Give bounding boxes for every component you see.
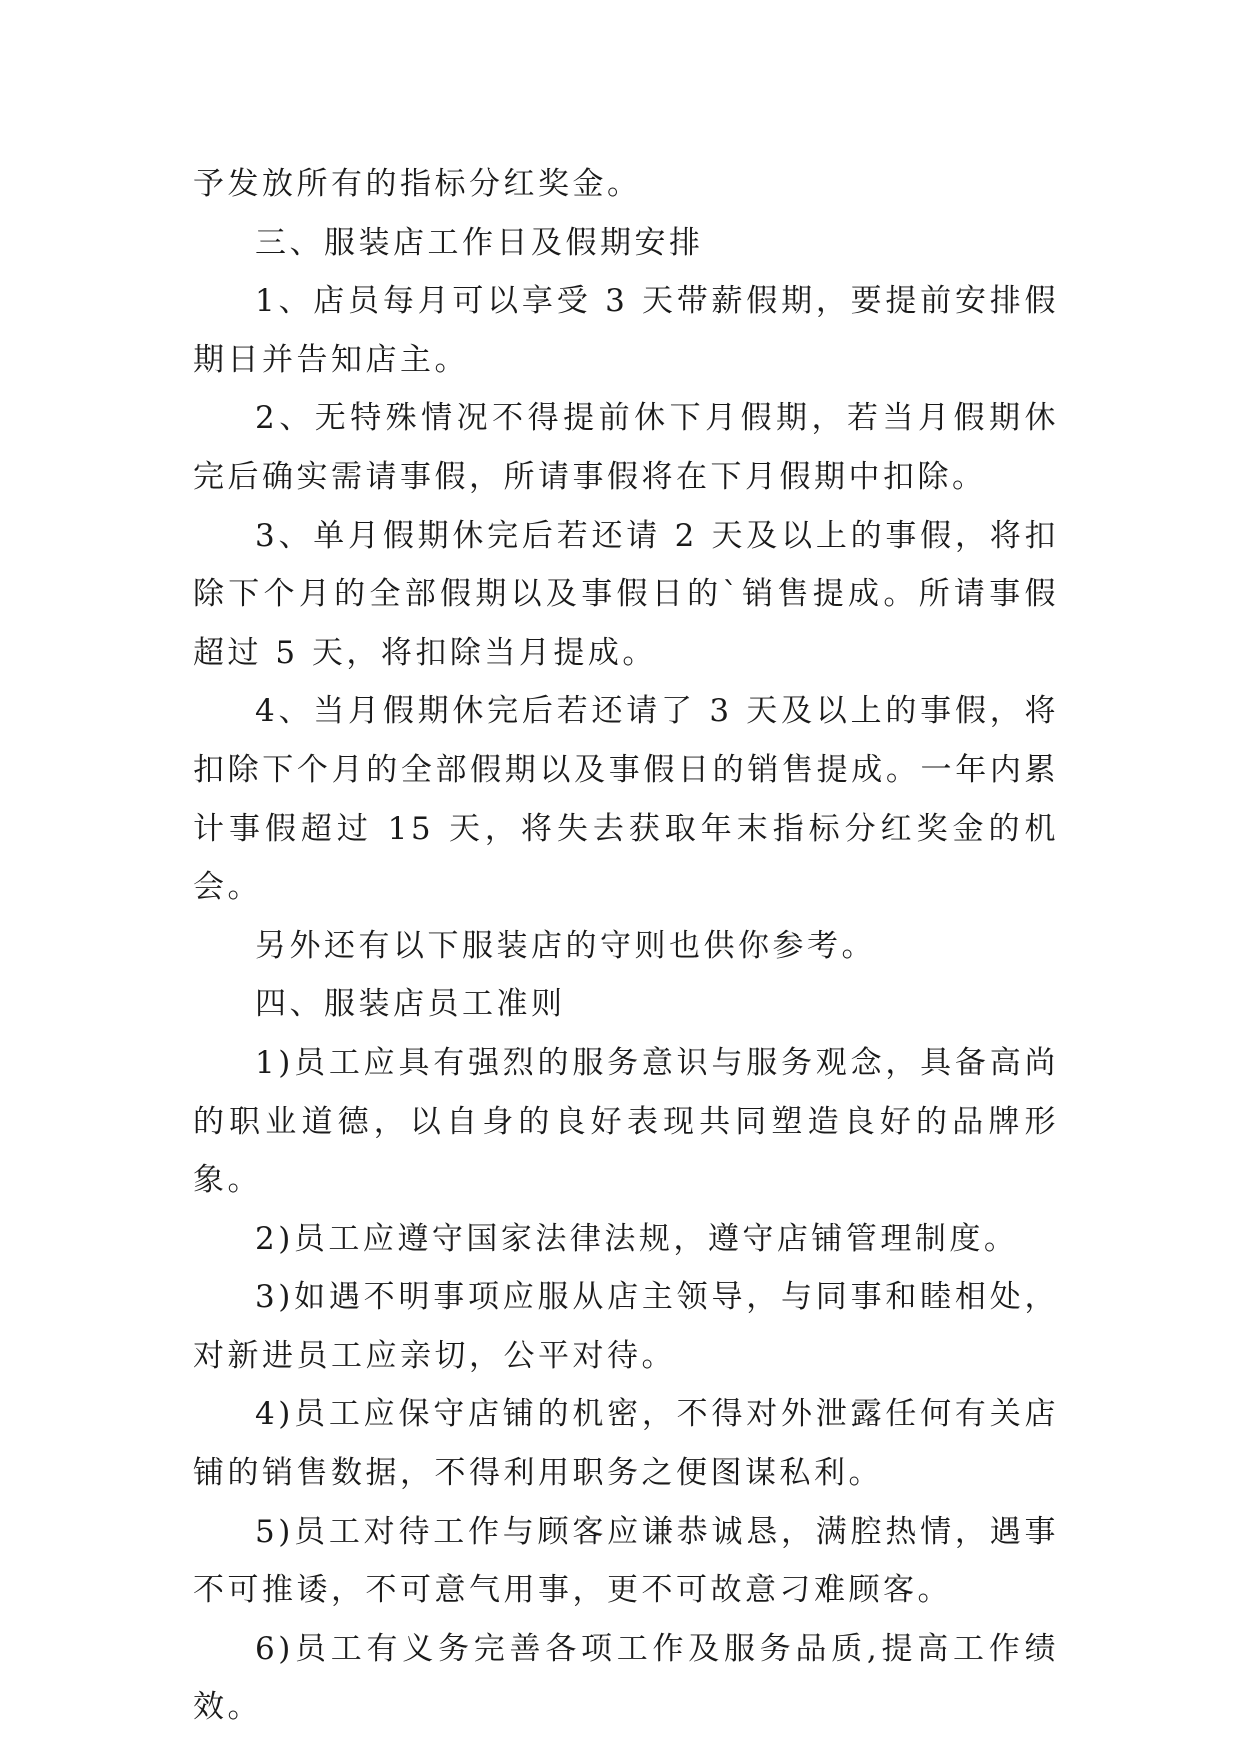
paragraph-conduct-6: 6)员工有义务完善各项工作及服务品质,提高工作绩效。 [193, 1630, 1059, 1726]
document-body [193, 155, 1059, 1737]
paragraph-reference-note: 另外还有以下服装店的守则也供你参考。 [255, 927, 876, 964]
section-heading-conduct: 四、服装店员工准则 [255, 986, 566, 1023]
paragraph-conduct-2: 2)员工应遵守国家法律法规，遵守店铺管理制度。 [255, 1220, 1019, 1257]
paragraph-conduct-3: 3)如遇不明事项应服从店主领导，与同事和睦相处，对新进员工应亲切，公平对待。 [193, 1279, 1059, 1374]
section-heading-holiday: 三、服装店工作日及假期安排 [255, 224, 704, 261]
paragraph-conduct-1: 1)员工应具有强烈的服务意识与服务观念，具备高尚的职业道德，以自身的良好表现共同塑造良好的品牌形象。 [193, 1044, 1059, 1199]
paragraph-rule-2: 2、无特殊情况不得提前休下月假期，若当月假期休完后确实需请事假，所请事假将在下月假期中扣除。 [193, 400, 1059, 495]
paragraph-rule-3: 3、单月假期休完后若还请 2 天及以上的事假，将扣除下个月的全部假期以及事假日的`销售提成。所请事假超过 5 天，将扣除当月提成。 [193, 517, 1059, 671]
paragraph-conduct-4: 4)员工应保守店铺的机密，不得对外泄露任何有关店铺的销售数据，不得利用职务之便图谋私利。 [193, 1396, 1059, 1492]
paragraph-rule-4: 4、当月假期休完后若还请了 3 天及以上的事假，将扣除下个月的全部假期以及事假日的销售提成。一年内累计事假超过 15 天，将失去获取年末指标分红奖金的机会。 [193, 693, 1059, 906]
paragraph-rule-1: 1、店员每月可以享受 3 天带薪假期，要提前安排假期日并告知店主。 [193, 283, 1059, 378]
paragraph-conduct-5: 5)员工对待工作与顾客应谦恭诚恳，满腔热情，遇事不可推诿，不可意气用事，更不可故意刁难顾客。 [193, 1513, 1059, 1609]
paragraph-continuation: 予发放所有的指标分红奖金。 [193, 166, 642, 202]
